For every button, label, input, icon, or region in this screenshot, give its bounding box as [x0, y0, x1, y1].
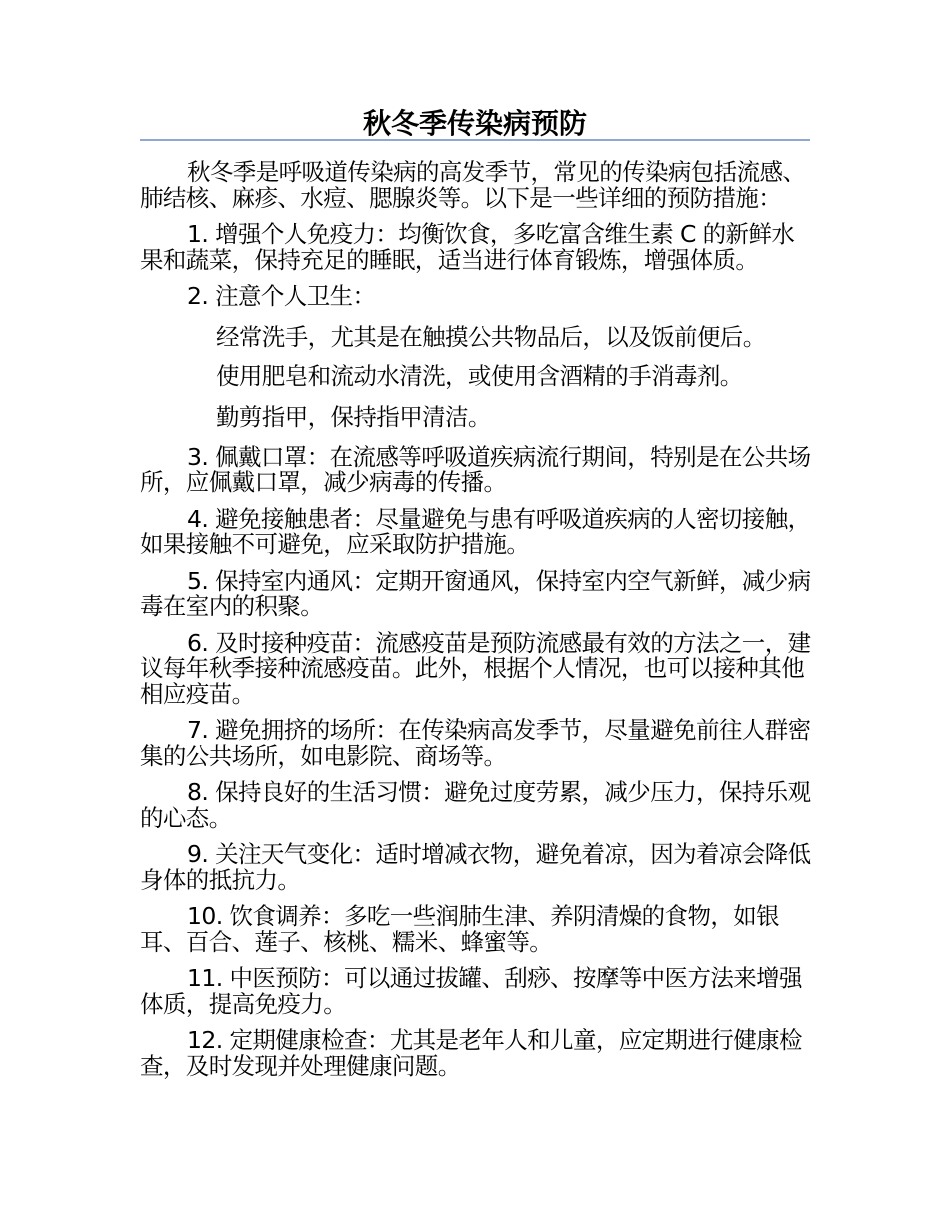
- hygiene-point-1: 经常洗手，尤其是在触摸公共物品后，以及饭前便后。: [216, 322, 766, 351]
- hygiene-point-3: 勤剪指甲，保持指甲清洁。: [216, 402, 491, 431]
- intro-paragraph: 秋冬季是呼吸道传染病的高发季节，常见的传染病包括流感、肺结核、麻疹、水痘、腮腺炎等。以下是一些详细的预防措施：: [140, 158, 806, 212]
- item-11: 11. 中医预防：可以通过拔罐、刮痧、按摩等中医方法来增强体质，提高免疫力。: [140, 964, 802, 1018]
- item-10: 10. 饮食调养：多吃一些润肺生津、养阴清燥的食物，如银耳、百合、莲子、核桃、糯米、蜂蜜等。: [140, 902, 780, 956]
- document-body: [140, 160, 812, 1090]
- hygiene-point-2: 使用肥皂和流动水清洗，或使用含酒精的手消毒剂。: [216, 361, 743, 390]
- document-title: 秋冬季传染病预防: [362, 107, 587, 140]
- item-3: 3. 佩戴口罩：在流感等呼吸道疾病流行期间，特别是在公共场所，应佩戴口罩，减少病毒的传播。: [140, 442, 811, 496]
- item-6: 6. 及时接种疫苗：流感疫苗是预防流感最有效的方法之一，建议每年秋季接种流感疫苗。此外，根据个人情况，也可以接种其他相应疫苗。: [140, 628, 811, 708]
- item-2: 2. 注意个人卫生：: [187, 282, 376, 310]
- item-9: 9. 关注天气变化：适时增减衣物，避免着凉，因为着凉会降低身体的抵抗力。: [140, 840, 811, 894]
- title-underline: [140, 139, 810, 141]
- item-1: 1. 增强个人免疫力：均衡饮食，多吃富含维生素 C 的新鲜水果和蔬菜，保持充足的睡眠，适当进行体育锻炼，增强体质。: [140, 220, 795, 274]
- item-5: 5. 保持室内通风：定期开窗通风，保持室内空气新鲜，减少病毒在室内的积聚。: [140, 566, 811, 620]
- item-4: 4. 避免接触患者：尽量避免与患有呼吸道疾病的人密切接触，如果接触不可避免，应采取防护措施。: [140, 504, 811, 558]
- item-8: 8. 保持良好的生活习惯：避免过度劳累，减少压力，保持乐观的心态。: [140, 778, 811, 832]
- item-7: 7. 避免拥挤的场所：在传染病高发季节，尽量避免前往人群密集的公共场所，如电影院、商场等。: [140, 716, 811, 770]
- item-12: 12. 定期健康检查：尤其是老年人和儿童，应定期进行健康检查，及时发现并处理健康问题。: [140, 1026, 802, 1080]
